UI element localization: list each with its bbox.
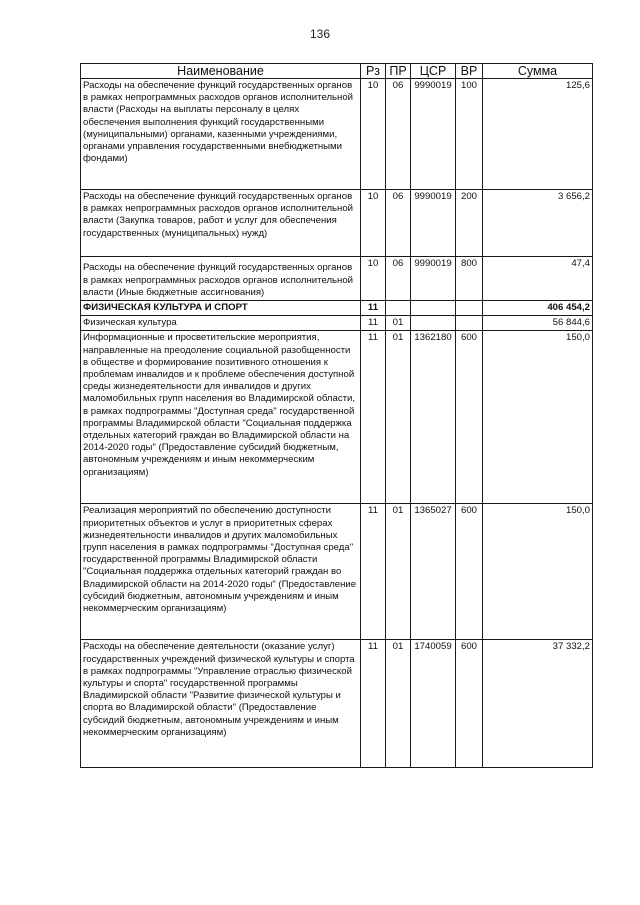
row-vr: 800 [456,257,483,301]
header-pr: ПР [386,64,411,79]
header-name: Наименование [81,64,361,79]
table-row [81,504,593,640]
row-vr: 600 [456,504,483,640]
row-name: Расходы на обеспечение деятельности (оказание услуг) государственных учреждений физической культуры и спорта в рамках подпрограммы "Управление отраслью физической культуры и спорта" государственной программы Владимирской области "Развитие физической культуры и спорта во Владимирской области" (Предоставление субсидий бюджетным, автономным учреждениям и иным некоммерческим организациям) [81,640,361,768]
row-csr: 9990019 [411,79,456,190]
row-rz: 10 [361,257,386,301]
row-sum: 37 332,2 [483,640,593,768]
row-sum: 125,6 [483,79,593,190]
row-csr [411,301,456,316]
row-vr: 200 [456,190,483,257]
row-rz: 11 [361,316,386,331]
row-rz: 11 [361,301,386,316]
row-pr: 06 [386,257,411,301]
table-row [81,301,593,316]
row-name: Расходы на обеспечение функций государственных органов в рамках непрограммных расходов органов исполнительной власти (Закупка товаров, работ и услуг для обеспечения государственных (муниципальных) нужд) [81,190,361,257]
row-rz: 11 [361,331,386,504]
table-row [81,640,593,768]
budget-table [80,63,593,768]
header-rz: Рз [361,64,386,79]
row-pr: 01 [386,316,411,331]
row-csr: 1365027 [411,504,456,640]
table-row [81,257,593,301]
row-pr: 01 [386,331,411,504]
row-name: ФИЗИЧЕСКАЯ КУЛЬТУРА И СПОРТ [81,301,361,316]
row-vr [456,301,483,316]
row-vr: 600 [456,640,483,768]
row-name: Расходы на обеспечение функций государственных органов в рамках непрограммных расходов органов исполнительной власти (Расходы на выплаты персоналу в целях обеспечения выполнения функций государственными (муниципальными) органами, казенными учреждениями, органами управления государственными внебюджетными фондами) [81,79,361,190]
table-header-row [81,64,593,79]
row-rz: 10 [361,79,386,190]
table-row [81,190,593,257]
row-pr: 01 [386,504,411,640]
page-number: 136 [309,27,331,41]
row-sum: 56 844,6 [483,316,593,331]
row-sum: 150,0 [483,331,593,504]
header-csr: ЦСР [411,64,456,79]
row-pr: 06 [386,190,411,257]
row-pr: 06 [386,79,411,190]
row-csr: 9990019 [411,190,456,257]
table-row [81,331,593,504]
row-vr: 100 [456,79,483,190]
row-sum: 47,4 [483,257,593,301]
header-sum: Сумма [483,64,593,79]
header-vr: ВР [456,64,483,79]
row-csr: 1740059 [411,640,456,768]
row-name: Информационные и просветительские мероприятия, направленные на преодоление социальной разобщенности в обществе и формирование позитивного отношения к проблемам инвалидов и к проблеме обеспечения доступной среды жизнедеятельности для инвалидов и других маломобильных групп населения во Владимирской области, в рамках подпрограммы "Доступная среда" государственной программы Владимирской области "Социальная поддержка отдельных категорий граждан во Владимирской области на 2014-2020 годы" (Предоставление субсидий бюджетным, автономным учреждениям и иным некоммерческим организациям) [81,331,361,504]
row-csr: 9990019 [411,257,456,301]
row-sum: 406 454,2 [483,301,593,316]
row-rz: 11 [361,640,386,768]
row-pr: 01 [386,640,411,768]
table-row [81,316,593,331]
row-sum: 150,0 [483,504,593,640]
row-vr: 600 [456,331,483,504]
row-sum: 3 656,2 [483,190,593,257]
row-rz: 10 [361,190,386,257]
row-name: Реализация мероприятий по обеспечению доступности приоритетных объектов и услуг в приоритетных сферах жизнедеятельности инвалидов и других маломобильных групп населения в рамках подпрограммы "Доступная среда" государственной программы Владимирской области "Социальная поддержка отдельных категорий граждан во Владимирской области на 2014-2020 годы" (Предоставление субсидий бюджетным, автономным учреждениям и иным некоммерческим организациям) [81,504,361,640]
table-row [81,79,593,190]
row-vr [456,316,483,331]
row-name: Физическая культура [81,316,361,331]
row-csr [411,316,456,331]
row-name: Расходы на обеспечение функций государственных органов в рамках непрограммных расходов органов исполнительной власти (Иные бюджетные ассигнования) [81,257,361,301]
row-pr [386,301,411,316]
row-rz: 11 [361,504,386,640]
row-csr: 1362180 [411,331,456,504]
